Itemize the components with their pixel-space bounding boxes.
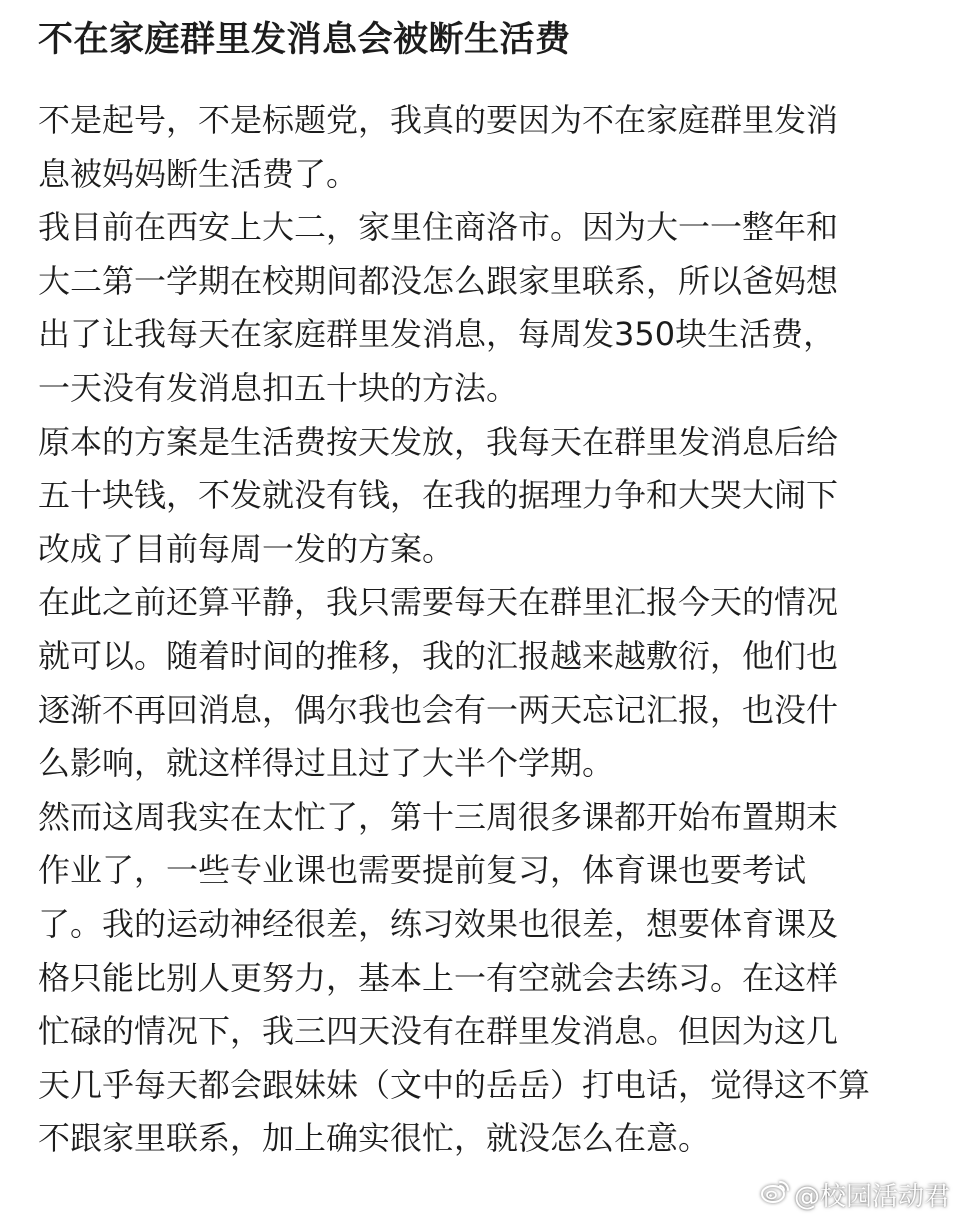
text-line: 一天没有发消息扣五十块的方法。 [38,368,519,407]
text-line: 改成了目前每周一发的方案。 [38,529,455,568]
weibo-icon [760,1178,790,1211]
text-line: 么影响，就这样得过且过了大半个学期。 [38,744,615,783]
post-title: 不在家庭群里发消息会被断生活费 [38,20,571,60]
paragraph-2 [38,201,922,415]
text-line: 原本的方案是生活费按天发放，我每天在群里发消息后给 [38,422,839,461]
text-line: 就可以。随着时间的推移，我的汇报越来越敷衍，他们也 [38,636,839,675]
text-line: 不跟家里联系，加上确实很忙，就没怎么在意。 [38,1119,711,1158]
paragraph-5 [38,791,922,1166]
text-line: 在此之前还算平静，我只需要每天在群里汇报今天的情况 [38,583,839,622]
text-line: 息被妈妈断生活费了。 [38,154,359,193]
paragraph-4 [38,576,922,790]
post [38,14,922,1166]
paragraph-1 [38,94,922,201]
text-line: 出了让我每天在家庭群里发消息，每周发350块生活费， [38,315,836,354]
text-line: 我目前在西安上大二，家里住商洛市。因为大一一整年和 [38,208,839,247]
paragraph-3 [38,416,922,577]
text-line: 了。我的运动神经很差，练习效果也很差，想要体育课及 [38,904,839,943]
text-line: 作业了，一些专业课也需要提前复习，体育课也要考试 [38,851,807,890]
text-line: 五十块钱，不发就没有钱，在我的据理力争和大哭大闹下 [38,476,839,515]
text-line: 不是起号，不是标题党，我真的要因为不在家庭群里发消 [38,101,839,139]
text-line: 大二第一学期在校期间都没怎么跟家里联系，所以爸妈想 [38,261,839,300]
text-line: 格只能比别人更努力，基本上一有空就会去练习。在这样 [38,958,839,997]
text-line: 忙碌的情况下，我三四天没有在群里发消息。但因为这几 [38,1012,839,1051]
text-line: 然而这周我实在太忙了，第十三周很多课都开始布置期末 [38,797,839,836]
watermark-text: @校园活动君 [793,1182,950,1212]
text-line: 天几乎每天都会跟妹妹（文中的岳岳）打电话，觉得这不算 [38,1065,871,1104]
text-line: 逐渐不再回消息，偶尔我也会有一两天忘记汇报，也没什 [38,690,839,729]
watermark [760,1176,950,1213]
